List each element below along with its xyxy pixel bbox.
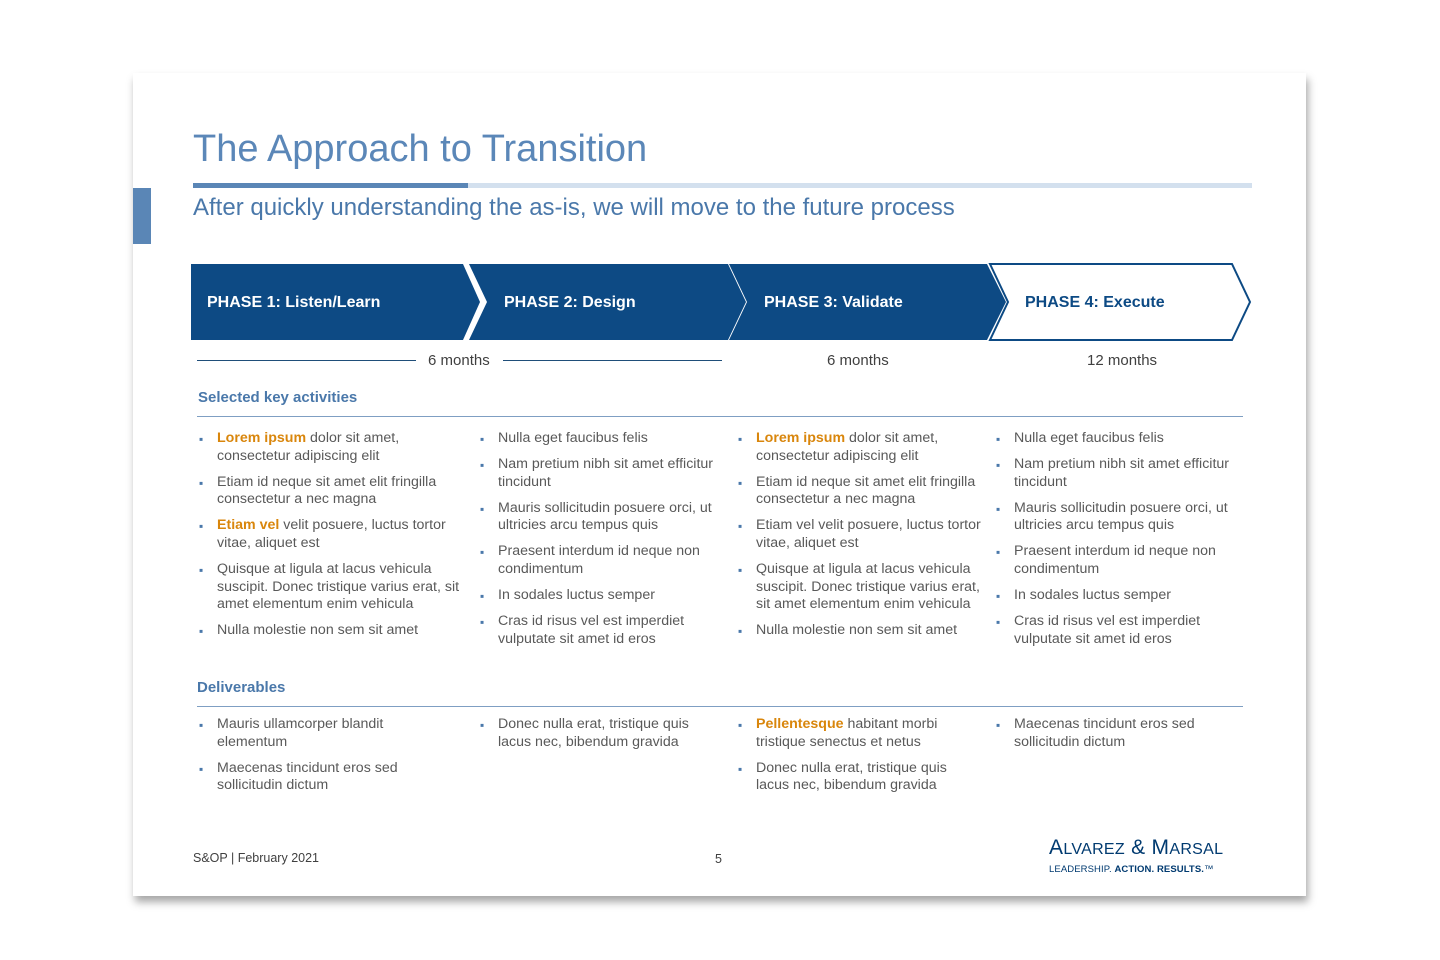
- bullet-text: Nulla molestie non sem sit amet: [217, 622, 419, 639]
- bullet-item: [197, 430, 461, 465]
- bullet-item: [478, 716, 718, 751]
- bullet-marker-icon: ▪: [738, 761, 743, 776]
- bullet-text: Quisque at ligula at lacus vehicula suscipit. Donec tristique varius erat, sit amet elementum enim vehicula: [217, 561, 460, 613]
- bullet-marker-icon: ▪: [199, 519, 204, 534]
- highlight-text: Lorem ipsum: [756, 430, 846, 446]
- deliverables-col-3: [736, 716, 966, 803]
- slide: [133, 73, 1306, 896]
- bullet-marker-icon: ▪: [996, 545, 1001, 560]
- bullet-text: Nulla eget faucibus felis: [1014, 430, 1164, 446]
- bullet-text: Maecenas tincidunt eros sed sollicitudin dictum: [1014, 716, 1195, 750]
- logo-tagline: LEADERSHIP. ACTION. RESULTS.™: [1049, 864, 1214, 875]
- bullet-item: [994, 716, 1224, 751]
- bullet-text: In sodales luctus semper: [1014, 587, 1171, 604]
- bullet-item: [478, 613, 718, 648]
- bullet-text: Etiam id neque sit amet elit fringilla consectetur a nec magna: [217, 473, 437, 508]
- activities-col-4: [994, 430, 1234, 657]
- bullet-item: [994, 587, 1234, 605]
- logo-wordmark: ALVAREZ & MARSAL: [1049, 836, 1224, 859]
- bullet-marker-icon: ▪: [738, 432, 743, 446]
- activities-col-3: [736, 430, 981, 648]
- highlight-text: Pellentesque: [756, 716, 844, 732]
- bullet-text: Nulla molestie non sem sit amet: [756, 622, 958, 639]
- duration-phase-1-2: 6 months: [428, 352, 490, 369]
- activities-heading: Selected key activities: [198, 389, 358, 406]
- bullet-item: [197, 622, 461, 640]
- slide-subtitle: After quickly understanding the as-is, we will move to the future process: [193, 194, 955, 221]
- deliverables-col-4: [994, 716, 1224, 760]
- phase-2-label: PHASE 2: Design: [504, 294, 636, 311]
- activities-col-2: [478, 430, 718, 657]
- bullet-text: Maecenas tincidunt eros sed sollicitudin dictum: [217, 759, 398, 794]
- bullet-marker-icon: ▪: [199, 761, 204, 776]
- bullet-marker-icon: ▪: [738, 624, 743, 639]
- bullet-text: Mauris sollicitudin posuere orci, ut ultricies arcu tempus quis: [1014, 499, 1228, 534]
- duration-line-right: [503, 360, 722, 361]
- bullet-marker-icon: ▪: [996, 718, 1001, 732]
- bullet-text: velit posuere, luctus tortor vitae, aliquet est: [217, 517, 446, 551]
- bullet-text: In sodales luctus semper: [498, 587, 655, 604]
- bullet-marker-icon: ▪: [480, 501, 485, 516]
- bullet-marker-icon: ▪: [199, 432, 204, 446]
- bullet-item: [197, 716, 417, 751]
- bullet-marker-icon: ▪: [199, 718, 204, 732]
- bullet-text: Etiam id neque sit amet elit fringilla consectetur a nec magna: [756, 473, 976, 508]
- bullet-text: Donec nulla erat, tristique quis lacus nec, bibendum gravida: [498, 716, 689, 750]
- footer-text: S&OP | February 2021: [193, 851, 320, 865]
- bullet-text: dolor sit amet, consectetur adipiscing elit: [217, 430, 400, 464]
- bullet-text: Mauris ullamcorper blandit elementum: [217, 716, 384, 750]
- bullet-item: [478, 543, 718, 578]
- bullet-marker-icon: ▪: [996, 615, 1001, 630]
- duration-phase-3: 6 months: [827, 352, 889, 369]
- bullet-text: Donec nulla erat, tristique quis lacus nec, bibendum gravida: [756, 759, 947, 794]
- bullet-marker-icon: ▪: [480, 718, 485, 732]
- bullet-item: [994, 613, 1234, 648]
- bullet-item: [736, 622, 981, 640]
- bullet-item: [197, 760, 417, 795]
- bullet-item: [736, 430, 981, 465]
- bullet-item: [994, 430, 1234, 448]
- bullet-marker-icon: ▪: [480, 432, 485, 446]
- bullet-item: [736, 716, 966, 751]
- activities-col-1: [197, 430, 461, 648]
- bullet-marker-icon: ▪: [199, 475, 204, 490]
- bullet-marker-icon: ▪: [480, 545, 485, 560]
- bullet-marker-icon: ▪: [996, 458, 1001, 473]
- bullet-item: [736, 561, 981, 614]
- duration-line-left: [197, 360, 416, 361]
- bullet-text: Etiam vel velit posuere, luctus tortor vitae, aliquet est: [756, 517, 981, 551]
- bullet-marker-icon: ▪: [480, 589, 485, 604]
- bullet-marker-icon: ▪: [738, 718, 743, 732]
- highlight-text: Lorem ipsum: [217, 430, 307, 446]
- bullet-marker-icon: ▪: [480, 458, 485, 473]
- bullet-marker-icon: ▪: [996, 589, 1001, 604]
- bullet-item: [736, 517, 981, 552]
- bullet-text: Nulla eget faucibus felis: [498, 430, 648, 446]
- bullet-text: Nam pretium nibh sit amet efficitur tincidunt: [1014, 456, 1229, 490]
- bullet-text: Praesent interdum id neque non condimentum: [1014, 543, 1216, 578]
- bullet-marker-icon: ▪: [199, 624, 204, 639]
- bullet-marker-icon: ▪: [738, 475, 743, 490]
- bullet-item: [736, 760, 966, 795]
- bullet-text: Cras id risus vel est imperdiet vulputate sit amet id eros: [498, 613, 685, 647]
- bullet-text: Cras id risus vel est imperdiet vulputate sit amet id eros: [1014, 613, 1201, 647]
- bullet-text: Quisque at ligula at lacus vehicula suscipit. Donec tristique varius erat, sit amet elementum enim vehicula: [756, 561, 980, 613]
- phase-3-label: PHASE 3: Validate: [764, 294, 903, 311]
- deliverables-col-2: [478, 716, 718, 760]
- bullet-text: Nam pretium nibh sit amet efficitur tincidunt: [498, 456, 713, 490]
- bullet-text: dolor sit amet, consectetur adipiscing elit: [756, 430, 939, 464]
- bullet-item: [478, 456, 718, 491]
- side-accent-tab: [133, 188, 151, 244]
- bullet-item: [197, 474, 461, 509]
- bullet-text: Praesent interdum id neque non condimentum: [498, 543, 700, 578]
- bullet-item: [994, 500, 1234, 535]
- bullet-marker-icon: ▪: [738, 563, 743, 578]
- activities-separator: [197, 416, 1243, 417]
- highlight-text: Etiam vel: [217, 517, 280, 534]
- bullet-text: Mauris sollicitudin posuere orci, ut ultricies arcu tempus quis: [498, 499, 712, 534]
- bullet-item: [197, 517, 461, 552]
- title-rule-accent: [193, 183, 468, 188]
- page-number: 5: [715, 852, 722, 866]
- bullet-item: [736, 474, 981, 509]
- deliverables-col-1: [197, 716, 417, 803]
- deliverables-heading: Deliverables: [197, 679, 286, 696]
- bullet-item: [197, 561, 461, 614]
- bullet-item: [994, 543, 1234, 578]
- bullet-marker-icon: ▪: [199, 563, 204, 578]
- bullet-item: [478, 587, 718, 605]
- bullet-marker-icon: ▪: [480, 615, 485, 630]
- duration-phase-4: 12 months: [1087, 352, 1158, 369]
- bullet-item: [478, 500, 718, 535]
- bullet-item: [478, 430, 718, 448]
- bullet-marker-icon: ▪: [996, 501, 1001, 516]
- company-logo: [1049, 836, 1254, 881]
- bullet-marker-icon: ▪: [996, 432, 1001, 446]
- bullet-text: habitant morbi tristique senectus et netus: [756, 716, 938, 750]
- phase-4-label: PHASE 4: Execute: [1025, 294, 1165, 311]
- phase-1-label: PHASE 1: Listen/Learn: [207, 294, 381, 311]
- bullet-marker-icon: ▪: [738, 519, 743, 534]
- deliverables-separator: [197, 706, 1243, 707]
- bullet-item: [994, 456, 1234, 491]
- slide-title: The Approach to Transition: [193, 128, 648, 170]
